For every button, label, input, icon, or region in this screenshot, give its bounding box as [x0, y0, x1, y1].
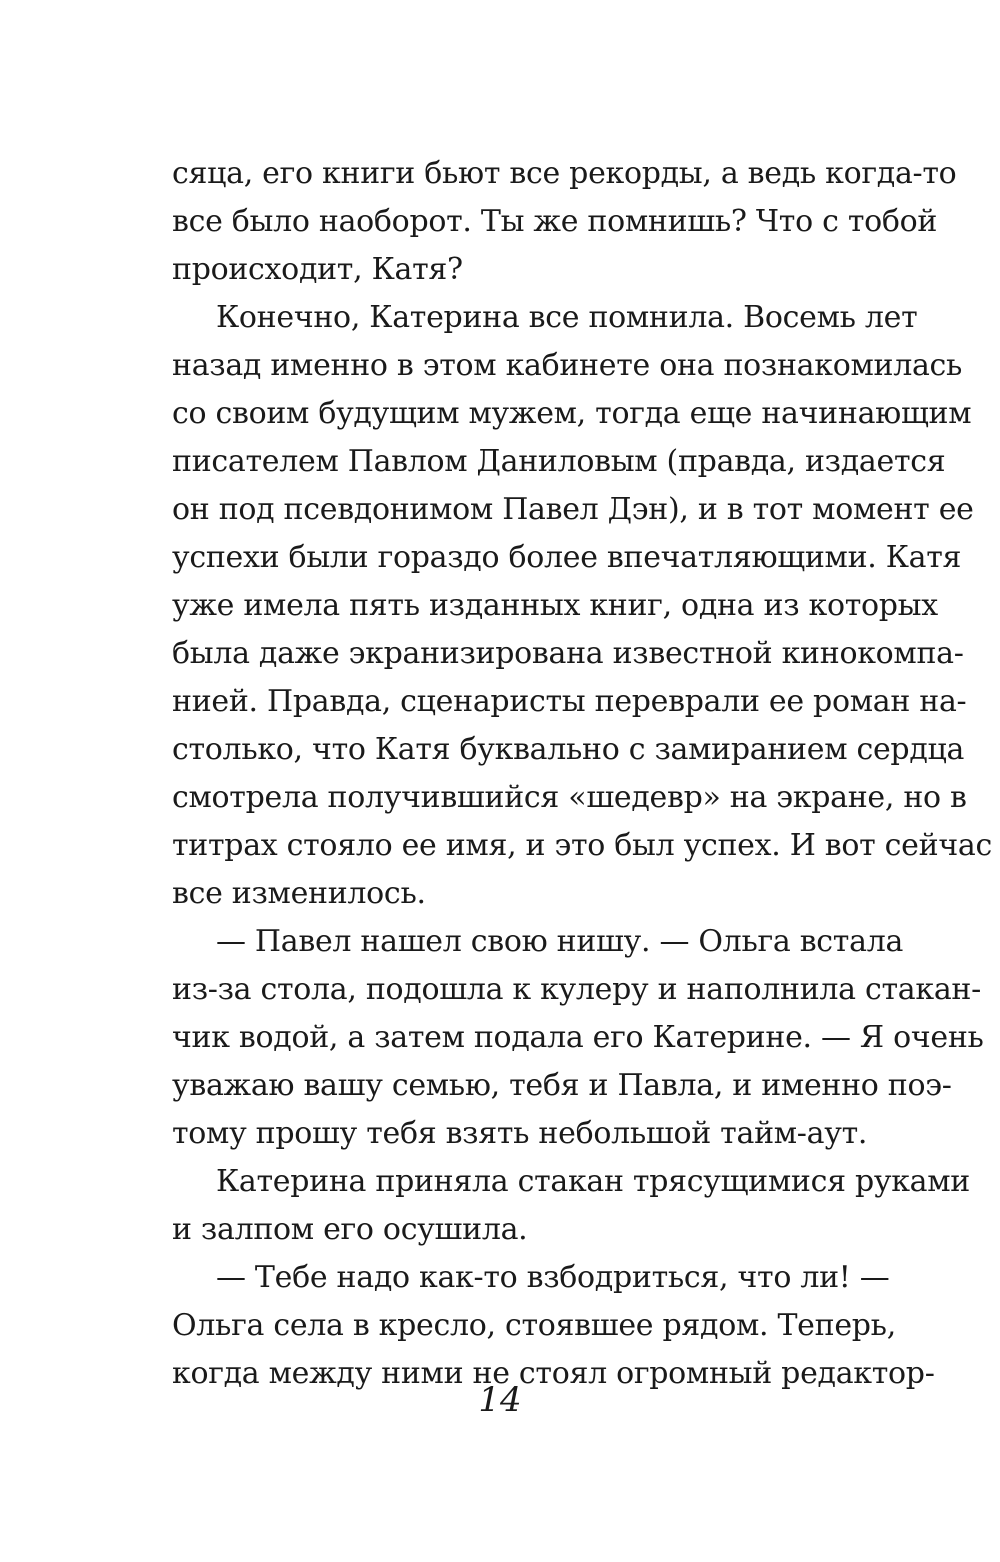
text-line: писателем Павлом Даниловым (правда, издается: [172, 444, 946, 479]
text-line: смотрела получившийся «шедевр» на экране, но в: [172, 780, 967, 815]
text-line: успехи были гораздо более впечатляющими. Катя: [172, 540, 962, 575]
text-line: и залпом его осушила.: [172, 1212, 528, 1247]
text-line: Конечно, Катерина все помнила. Восемь лет: [216, 300, 918, 335]
text-line: тому прошу тебя взять небольшой тайм-аут.: [172, 1116, 868, 1151]
text-line: — Тебе надо как-то взбодриться, что ли! —: [216, 1260, 890, 1295]
text-line: назад именно в этом кабинете она познакомилась: [172, 348, 963, 383]
text-line: столько, что Катя буквально с замиранием сердца: [172, 732, 965, 767]
text-line: нией. Правда, сценаристы переврали ее роман на-: [172, 684, 967, 719]
text-line: уже имела пять изданных книг, одна из которых: [172, 588, 938, 623]
text-line: сяца, его книги бьют все рекорды, а ведь когда-то: [172, 156, 957, 191]
page-number: 14: [478, 1380, 522, 1420]
text-line: была даже экранизирована известной кинокомпа-: [172, 636, 964, 671]
text-line: он под псевдонимом Павел Дэн), и в тот момент ее: [172, 492, 974, 527]
text-line: Катерина приняла стакан трясущимися руками: [216, 1164, 970, 1199]
text-line: из-за стола, подошла к кулеру и наполнила стакан-: [172, 972, 981, 1007]
text-line: все было наоборот. Ты же помнишь? Что с тобой: [172, 204, 938, 239]
text-line: когда между ними не стоял огромный редактор-: [172, 1356, 935, 1391]
text-line: все изменилось.: [172, 876, 426, 911]
text-line: уважаю вашу семью, тебя и Павла, и именно поэ-: [172, 1068, 952, 1103]
body-text: [172, 150, 992, 1398]
text-line: со своим будущим мужем, тогда еще начинающим: [172, 396, 972, 431]
text-line: чик водой, а затем подала его Катерине. — Я очень: [172, 1020, 984, 1055]
text-line: Ольга села в кресло, стоявшее рядом. Теперь,: [172, 1308, 896, 1343]
text-line: происходит, Катя?: [172, 252, 463, 287]
text-line: — Павел нашел свою нишу. — Ольга встала: [216, 924, 904, 959]
text-line: титрах стояло ее имя, и это был успех. И вот сейчас: [172, 828, 992, 863]
